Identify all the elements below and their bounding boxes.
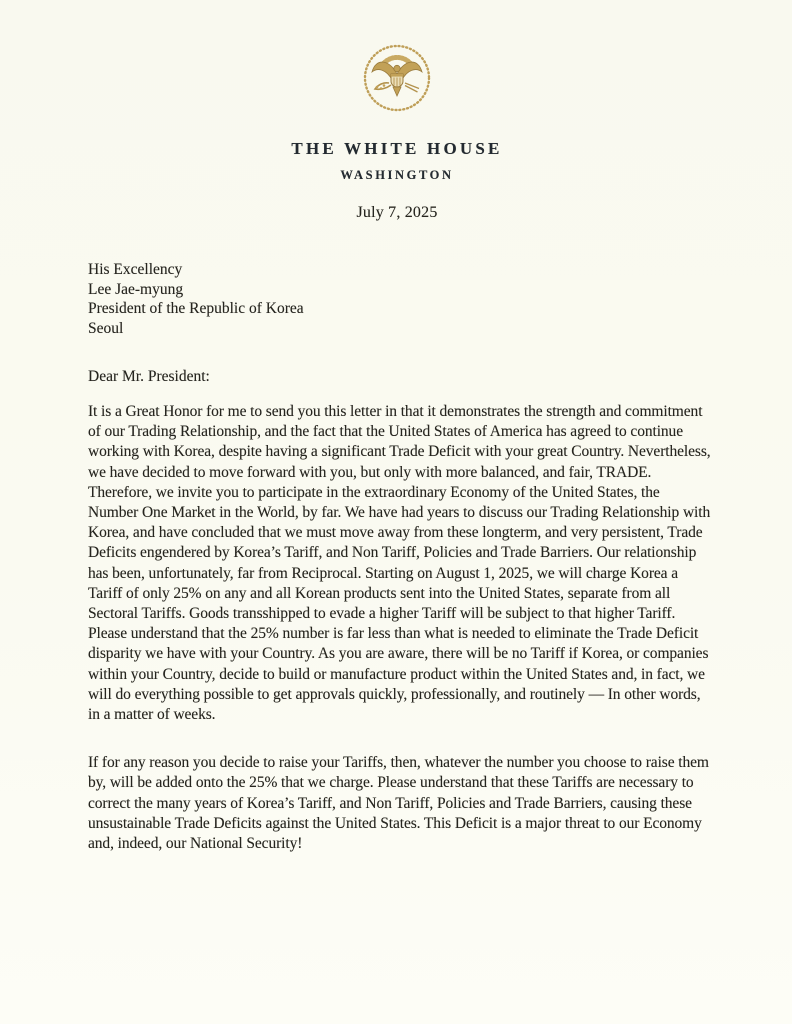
letter-date: July 7, 2025 <box>356 204 438 221</box>
recipient-title: President of the Republic of Korea <box>88 300 304 317</box>
recipient-address <box>88 260 712 338</box>
recipient-honorific: His Excellency <box>88 261 183 278</box>
body-paragraph-1: It is a Great Honor for me to send you this letter in that it demonstrates the strength and commitment of our Trading Relationship, and the fact that the United States of America has agreed to continue working with Korea, despite having a significant Trade Deficit with your great Country. Nevertheless, we have decided to move forward with you, but only with more balanced, and fair, TRADE. Therefore, we invite you to participate in the extraordinary Economy of the United States, the Number One Market in the World, by far. We have had years to discuss our Trading Relationship with Korea, and have concluded that we must move away from these longterm, and very persistent, Trade Deficits engendered by Korea’s Tariff, and Non Tariff, Policies and Trade Barriers. Our relationship has been, unfortunately, far from Reciprocal. Starting on August 1, 2025, we will charge Korea a Tariff of only 25% on any and all Korean products sent into the United States, separate from all Sectoral Tariffs. Goods transshipped to evade a higher Tariff will be subject to that higher Tariff. Please understand that the 25% number is far less than what is needed to eliminate the Trade Deficit disparity we have with your Country. As you are aware, there will be no Tariff if Korea, or companies within your Country, decide to build or manufacture product within the United States and, in fact, we will do everything possible to get approvals quickly, professionally, and routinely — In other words, in a matter of weeks. <box>88 403 711 724</box>
recipient-name: Lee Jae-myung <box>88 280 184 298</box>
letterhead-location: WASHINGTON <box>340 168 454 182</box>
recipient-city: Seoul <box>88 319 124 337</box>
letterhead <box>82 42 712 183</box>
letterhead-org-name: THE WHITE HOUSE <box>291 139 503 158</box>
body-paragraph-2: If for any reason you decide to raise your Tariffs, then, whatever the number you choose to raise them by, will be added onto the 25% that we charge. Please understand that these Tariffs are necessary to correct the many years of Korea’s Tariff, and Non Tariff, Policies and Trade Barriers, causing these unsustainable Trade Deficits against the United States. This Deficit is a major threat to our Economy and, indeed, our National Security! <box>88 754 709 853</box>
presidential-seal-icon <box>361 42 433 114</box>
salutation: Dear Mr. President: <box>88 368 210 385</box>
